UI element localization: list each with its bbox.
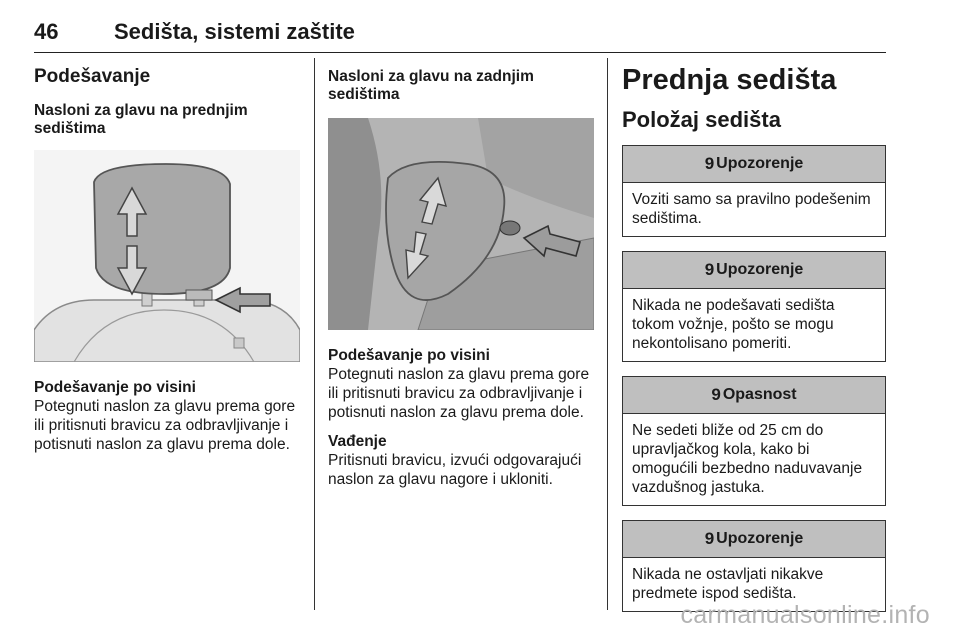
page-number: 46 — [34, 19, 59, 44]
danger-heading: Opasnost — [722, 386, 797, 403]
column-divider-1 — [314, 58, 315, 610]
page-header — [34, 14, 886, 53]
warning-box — [622, 145, 886, 237]
height-adjust-text-rear: Potegnuti naslon za glavu prema gore ili pritisnuti bravicu za odbravljivanje i potisnuti naslon za glavu prema dole. — [328, 366, 590, 421]
warning-box — [622, 251, 886, 362]
warning-triangle-icon: 9 — [704, 154, 715, 173]
front-headrest-figure — [34, 150, 300, 362]
height-adjust-label-rear: Podešavanje po visini — [328, 347, 490, 364]
warning-box — [622, 520, 886, 612]
column-2 — [328, 58, 594, 489]
danger-box — [622, 376, 886, 506]
height-adjust-label-front: Podešavanje po visini — [34, 379, 196, 396]
column-1 — [34, 58, 300, 454]
subsection-title-rear: Nasloni za glavu na zadnjim sedištima — [328, 68, 534, 103]
column-3 — [622, 58, 886, 626]
removal-text: Pritisnuti bravicu, izvući odgovarajući naslon za glavu nagore i ukloniti. — [328, 452, 582, 488]
danger-text: Ne sedeti bliže od 25 cm do upravljačkog kola, kako bi omogućili bezbedno naduvavanje vazdušnog jastuka. — [632, 422, 863, 496]
warning-text: Voziti samo sa pravilno podešenim sedištima. — [632, 191, 871, 227]
seat-position-title: Položaj sedišta — [622, 107, 781, 132]
column-divider-2 — [607, 58, 608, 610]
warning-triangle-icon: 9 — [711, 385, 721, 404]
height-adjust-text-front: Potegnuti naslon za glavu prema gore ili pritisnuti bravicu za odbravljivanje i potisnuti naslon za glavu prema dole. — [34, 398, 296, 453]
front-seats-title: Prednja sedišta — [622, 64, 837, 96]
warning-triangle-icon: 9 — [704, 260, 715, 279]
warning-header — [623, 252, 885, 289]
watermark: carmanualsonline.info — [680, 601, 930, 629]
warning-heading: Upozorenje — [716, 530, 804, 547]
subsection-title-front: Nasloni za glavu na prednjim sedištima — [34, 102, 248, 137]
warning-heading: Upozorenje — [716, 261, 804, 278]
chapter-title: Sedišta, sistemi zaštite — [114, 19, 355, 44]
warning-header — [623, 521, 885, 558]
warning-text: Nikada ne podešavati sedišta tokom vožnje, pošto se mogu nekontolisano pomeriti. — [632, 297, 835, 352]
warning-header — [623, 146, 885, 183]
removal-label: Vađenje — [328, 433, 387, 450]
rear-headrest-figure — [328, 118, 594, 330]
warning-text: Nikada ne ostavljati nikakve predmete ispod sedišta. — [632, 566, 824, 602]
warning-heading: Upozorenje — [716, 155, 804, 172]
danger-header — [623, 377, 885, 414]
warning-triangle-icon: 9 — [704, 529, 715, 548]
section-title: Podešavanje — [34, 66, 151, 87]
